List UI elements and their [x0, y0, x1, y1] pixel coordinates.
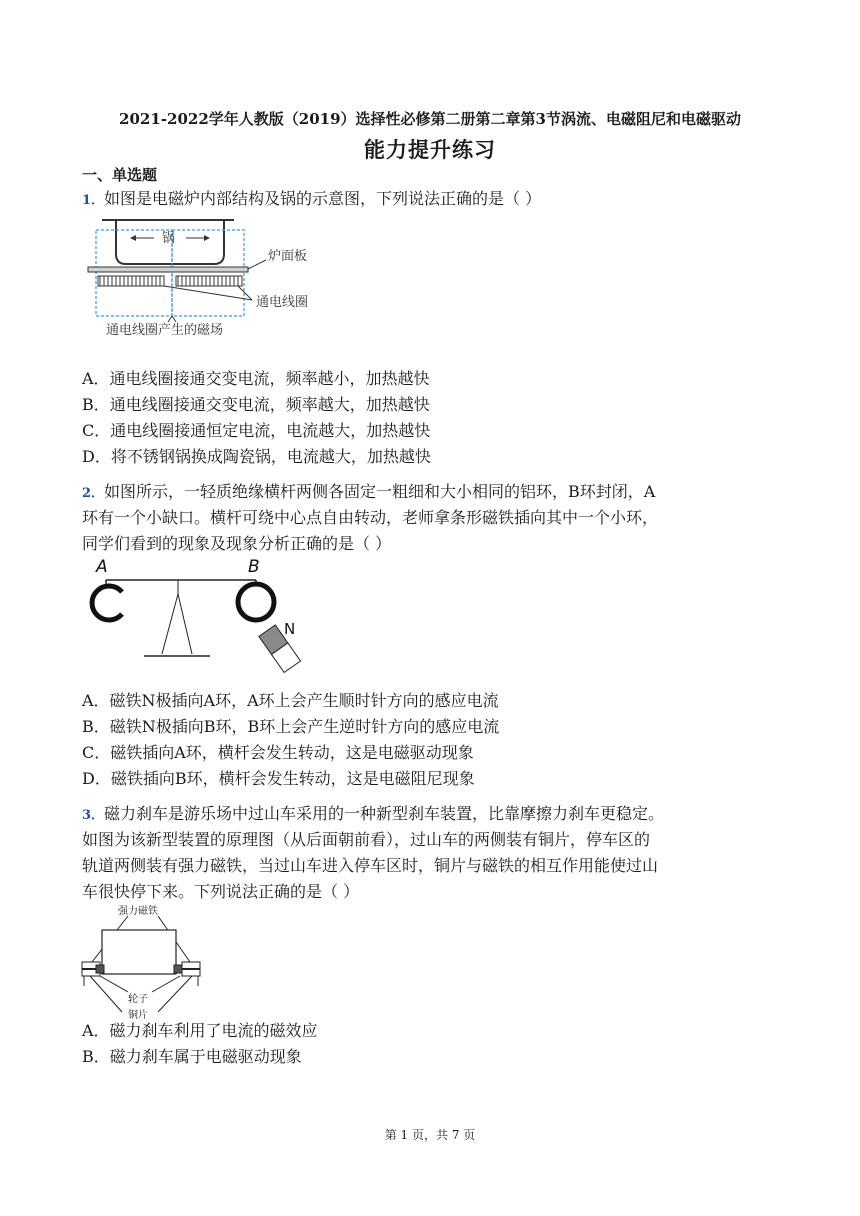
document-title: 2021-2022学年人教版（2019）选择性必修第二册第二章第3节涡流、电磁阻尼和电磁驱动	[119, 110, 741, 128]
question-2-stem-line-2: 环有一个小缺口。横杆可绕中心点自由转动，老师拿条形磁铁插向其中一个小环，	[82, 508, 659, 527]
document-subtitle: 能力提升练习	[364, 137, 496, 162]
page-footer: 第 1 页，共 7 页	[384, 1128, 476, 1142]
pot-label: 锅	[162, 231, 176, 246]
question-3-option-a: A．磁力刹车利用了电流的磁效应	[82, 1021, 318, 1040]
north-pole-label: N	[284, 620, 296, 638]
question-1-option-a: A．通电线圈接通交变电流，频率越小，加热越快	[82, 369, 430, 388]
question-2-stem-line-3: 同学们看到的现象及现象分析正确的是（ ）	[82, 534, 392, 553]
question-number: 1．	[82, 193, 105, 208]
magnetic-brake-figure	[78, 904, 208, 1020]
question-3-option-b: B．磁力刹车属于电磁驱动现象	[82, 1047, 302, 1066]
question-number: 3．	[82, 808, 105, 823]
question-3-stem-line-2: 如图为该新型装置的原理图（从后面朝前看），过山车的两侧装有铜片，停车区的	[82, 830, 651, 849]
panel-label: 炉面板	[268, 249, 308, 264]
question-2-option-b: B．磁铁N极插向B环，B环上会产生逆时针方向的感应电流	[82, 717, 500, 736]
question-1-option-c: C．通电线圈接通恒定电流，电流越大，加热越快	[82, 421, 431, 440]
question-1-stem: 1．如图是电磁炉内部结构及锅的示意图，下列说法正确的是（ ）	[82, 189, 542, 208]
question-1-option-b: B．通电线圈接通交变电流，频率越大，加热越快	[82, 395, 430, 414]
ring-b-label: B	[248, 557, 260, 577]
question-number: 2．	[82, 486, 105, 501]
question-2-option-a: A．磁铁N极插向A环，A环上会产生顺时针方向的感应电流	[82, 691, 499, 710]
ring-a-label: A	[96, 557, 108, 577]
question-3-stem-line-3: 轨道两侧装有强力磁铁，当过山车进入停车区时，铜片与磁铁的相互作用能使过山	[82, 856, 659, 875]
field-label: 通电线圈产生的磁场	[106, 323, 224, 338]
wheel-label: 轮子	[128, 994, 148, 1005]
coil-label: 通电线圈	[256, 295, 309, 310]
induction-cooker-figure	[84, 216, 344, 342]
question-3-stem-line-4: 车很快停下来。下列说法正确的是（ ）	[82, 882, 360, 901]
question-3-stem-line-1: 3．磁力刹车是游乐场中过山车采用的一种新型刹车装置，比靠摩擦力刹车更稳定。	[82, 804, 665, 823]
question-2-option-d: D．磁铁插向B环，横杆会发生转动，这是电磁阻尼现象	[82, 769, 475, 788]
section-heading: 一、单选题	[82, 166, 158, 184]
question-1-option-d: D．将不锈钢锅换成陶瓷锅，电流越大，加热越快	[82, 447, 431, 466]
question-2-option-c: C．磁铁插向A环，横杆会发生转动，这是电磁驱动现象	[82, 743, 474, 762]
question-2-stem-line-1: 2．如图所示，一轻质绝缘横杆两侧各固定一粗细和大小相同的铝环，B环封闭，A	[82, 482, 656, 501]
aluminum-rings-figure	[82, 554, 322, 686]
copper-label: 铜片	[128, 1010, 148, 1020]
magnet-label: 强力磁铁	[118, 906, 158, 917]
